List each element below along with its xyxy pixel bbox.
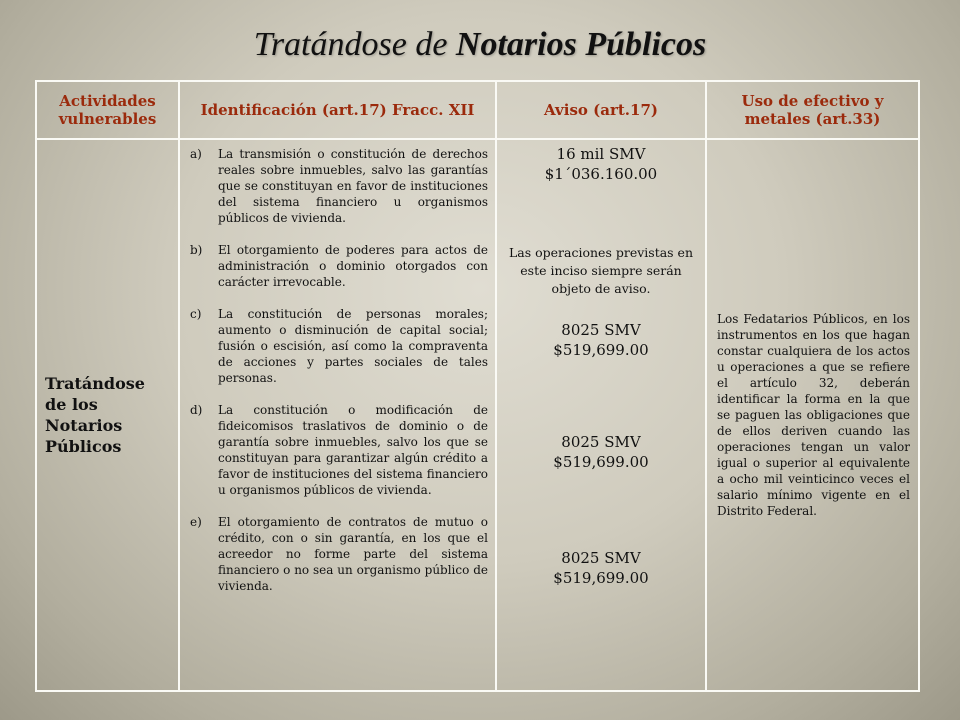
aviso-b-note: Las operaciones previstas en este inciso siempre serán objeto de aviso. (508, 245, 693, 296)
uso-efectivo-cell (706, 139, 919, 691)
aviso-cell (496, 139, 706, 691)
item-letter: b) (190, 243, 203, 257)
header-aviso: Aviso (art.17) (496, 81, 706, 139)
item-letter: d) (190, 403, 203, 417)
aviso-e-smv: 8025 SMV (561, 549, 641, 567)
aviso-e (505, 548, 697, 588)
item-letter: a) (190, 147, 202, 161)
identification-list (188, 146, 488, 594)
aviso-e-amount: $519,699.00 (553, 569, 649, 587)
table-row (36, 139, 919, 691)
title-bold: Notarios Públicos (455, 26, 707, 63)
activity-cell: Tratándose de los Notarios Públicos (36, 139, 179, 691)
aviso-a (505, 144, 697, 184)
item-letter: c) (190, 307, 202, 321)
aviso-d-smv: 8025 SMV (561, 433, 641, 451)
item-text: El otorgamiento de contratos de mutuo o crédito, con o sin garantía, en los que el acreedor no forme parte del sistema financiero o no sea un organismo público de vivienda. (218, 515, 488, 593)
aviso-a-smv: 16 mil SMV (556, 145, 646, 163)
aviso-d (505, 432, 697, 472)
aviso-c (505, 320, 697, 360)
identification-cell (179, 139, 496, 691)
list-item (188, 242, 488, 290)
item-text: La constitución o modificación de fideicomisos traslativos de dominio o de garantía sobre inmuebles, salvo los que se constituyan para garantizar algún crédito a favor de instituciones del sistema financiero u organismos públicos de vivienda. (218, 403, 488, 497)
item-letter: e) (190, 515, 202, 529)
header-uso-efectivo: Uso de efectivo y metales (art.33) (706, 81, 919, 139)
title-prefix: Tratándose de (253, 26, 456, 63)
uso-efectivo-text: Los Fedatarios Públicos, en los instrumentos en los que hagan constar cualquiera de los actos u operaciones a que se refiere el artículo 32, deberán identificar la forma en la que se paguen las obligaciones que de ellos deriven cuando las operaciones tengan un valor igual o superior al equivalente a ocho mil veinticinco veces el salario mínimo vigente en el Distrito Federal. (717, 312, 910, 518)
item-text: La transmisión o constitución de derechos reales sobre inmuebles, salvo las garantías que se constituyan en favor de instituciones del sistema financiero u organismos públicos de vivienda. (218, 147, 488, 225)
activities-table (35, 80, 920, 692)
aviso-c-smv: 8025 SMV (561, 321, 641, 339)
item-text: La constitución de personas morales; aumento o disminución de capital social; fusión o escisión, así como la compraventa de acciones y partes sociales de tales personas. (218, 307, 488, 385)
list-item (188, 514, 488, 594)
aviso-a-amount: $1´036.160.00 (544, 165, 658, 183)
header-identificacion: Identificación (art.17) Fracc. XII (179, 81, 496, 139)
header-actividades: Actividades vulnerables (36, 81, 179, 139)
list-item (188, 146, 488, 226)
aviso-d-amount: $519,699.00 (553, 453, 649, 471)
list-item (188, 306, 488, 386)
aviso-c-amount: $519,699.00 (553, 341, 649, 359)
table-header-row (36, 81, 919, 139)
list-item (188, 402, 488, 498)
item-text: El otorgamiento de poderes para actos de administración o dominio otorgados con carácter irrevocable. (218, 243, 488, 289)
slide-title (0, 26, 960, 64)
